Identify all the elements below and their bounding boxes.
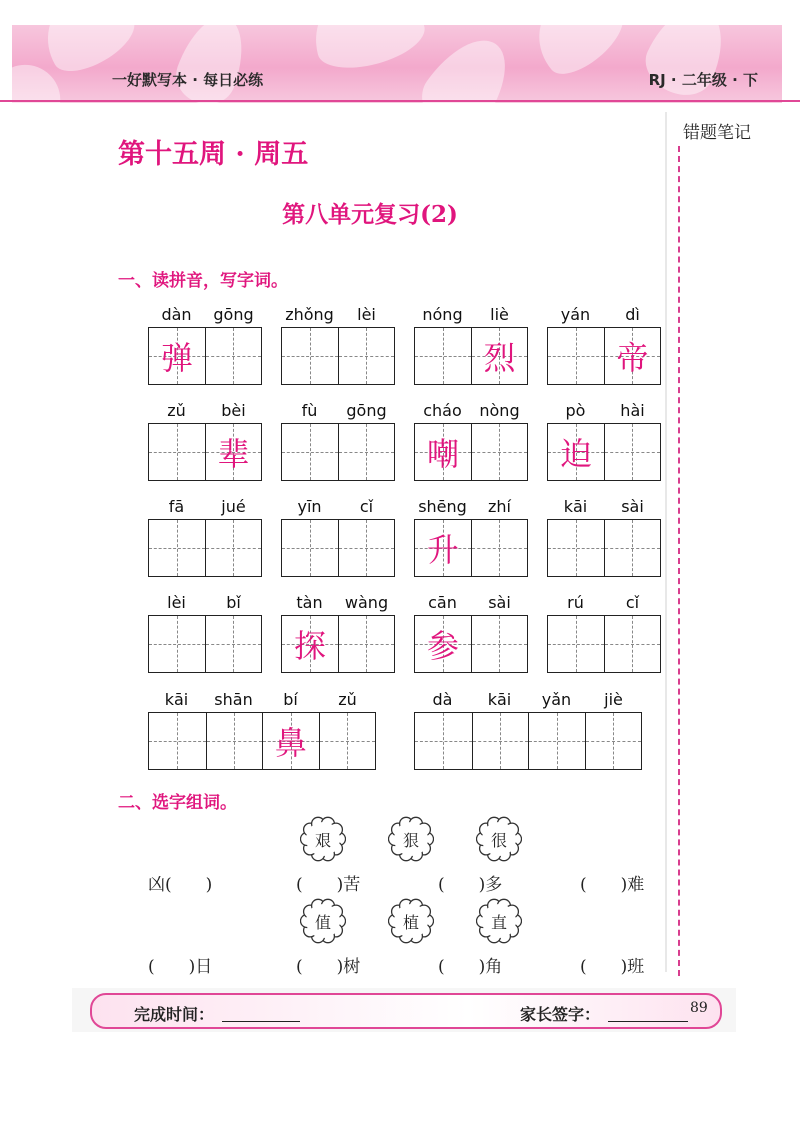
word-item bbox=[414, 495, 528, 577]
page-number: 89 bbox=[690, 1000, 708, 1016]
written-character: 帝 bbox=[616, 339, 649, 377]
pinyin-syllable: bǐ bbox=[226, 593, 241, 612]
written-character bbox=[339, 520, 394, 576]
fill-blank-item[interactable]: ( )苦 bbox=[296, 875, 361, 895]
writing-cell[interactable] bbox=[149, 328, 205, 384]
pinyin-row bbox=[148, 303, 262, 327]
pinyin-syllable: shān bbox=[214, 690, 253, 709]
pinyin-syllable: bí bbox=[283, 690, 298, 709]
tianzige-boxes bbox=[414, 519, 528, 577]
pinyin-syllable: yīn bbox=[297, 497, 322, 516]
edition-label: RJ · 二年级 · 下 bbox=[648, 71, 758, 89]
section-1-title: 一、读拼音，写字词。 bbox=[118, 271, 288, 291]
writing-cell[interactable] bbox=[585, 713, 642, 769]
written-character bbox=[207, 713, 263, 769]
written-character bbox=[149, 616, 205, 672]
idiom-item bbox=[414, 688, 642, 770]
pinyin-syllable: rú bbox=[567, 593, 584, 612]
completion-time-label: 完成时间： bbox=[134, 1005, 215, 1024]
fill-blank-item[interactable]: ( )难 bbox=[580, 875, 645, 895]
pinyin-syllable: cǐ bbox=[625, 593, 640, 612]
writing-cell[interactable] bbox=[415, 520, 471, 576]
tianzige-boxes bbox=[148, 615, 262, 673]
written-character bbox=[149, 520, 205, 576]
written-character bbox=[472, 616, 527, 672]
written-character bbox=[472, 424, 527, 480]
written-character bbox=[472, 520, 527, 576]
pinyin-row bbox=[281, 495, 395, 519]
word-item bbox=[414, 591, 528, 673]
pinyin-syllable: pò bbox=[565, 401, 586, 420]
pinyin-row bbox=[281, 591, 395, 615]
pinyin-syllable: sài bbox=[621, 497, 644, 516]
writing-cell[interactable] bbox=[205, 520, 261, 576]
tianzige-boxes bbox=[148, 423, 262, 481]
tianzige-boxes bbox=[547, 327, 661, 385]
writing-cell[interactable] bbox=[604, 520, 660, 576]
pinyin-syllable: lèi bbox=[357, 305, 376, 324]
writing-cell[interactable] bbox=[205, 616, 261, 672]
char-option-flower bbox=[300, 816, 346, 862]
written-character bbox=[548, 328, 604, 384]
pinyin-row bbox=[281, 303, 395, 327]
writing-cell[interactable] bbox=[282, 520, 338, 576]
pinyin-syllable: nòng bbox=[479, 401, 520, 420]
char-option: 直 bbox=[490, 912, 507, 932]
unit-title: 第八单元复习(2) bbox=[282, 201, 458, 228]
writing-cell[interactable] bbox=[149, 713, 206, 769]
writing-cell[interactable] bbox=[338, 616, 394, 672]
pinyin-syllable: cǐ bbox=[359, 497, 374, 516]
written-character bbox=[605, 616, 660, 672]
pinyin-syllable: gōng bbox=[213, 305, 254, 324]
tianzige-boxes bbox=[281, 519, 395, 577]
pinyin-syllable: yán bbox=[560, 305, 591, 324]
word-item bbox=[547, 303, 661, 385]
pinyin-row bbox=[547, 303, 661, 327]
writing-cell[interactable] bbox=[548, 328, 604, 384]
tianzige-boxes bbox=[148, 519, 262, 577]
pinyin-syllable: dà bbox=[432, 690, 453, 709]
tianzige-boxes bbox=[547, 615, 661, 673]
char-option-flower bbox=[388, 898, 434, 944]
pinyin-row bbox=[547, 591, 661, 615]
pinyin-syllable: jué bbox=[221, 497, 246, 516]
tianzige-boxes bbox=[547, 519, 661, 577]
pinyin-syllable: tàn bbox=[296, 593, 323, 612]
pinyin-syllable: dàn bbox=[161, 305, 192, 324]
written-character: 升 bbox=[426, 531, 459, 569]
writing-cell[interactable] bbox=[282, 424, 338, 480]
written-character bbox=[586, 713, 642, 769]
char-option: 狠 bbox=[402, 830, 419, 850]
writing-cell[interactable] bbox=[471, 328, 527, 384]
pinyin-syllable: lèi bbox=[167, 593, 186, 612]
word-item bbox=[281, 303, 395, 385]
written-character bbox=[282, 520, 338, 576]
footer-bar bbox=[90, 993, 722, 1029]
writing-cell[interactable] bbox=[262, 713, 319, 769]
written-character bbox=[529, 713, 585, 769]
writing-cell[interactable] bbox=[282, 328, 338, 384]
pinyin-syllable: shēng bbox=[418, 497, 467, 516]
written-character: 辈 bbox=[217, 435, 250, 473]
written-character bbox=[149, 424, 205, 480]
book-title: 一好默写本 · 每日必练 bbox=[112, 71, 264, 89]
written-character bbox=[339, 424, 394, 480]
pinyin-syllable: nóng bbox=[422, 305, 463, 324]
word-item bbox=[148, 399, 262, 481]
written-character bbox=[415, 713, 472, 769]
fill-blank-item[interactable]: ( )日 bbox=[148, 957, 213, 977]
writing-cell[interactable] bbox=[415, 424, 471, 480]
pinyin-row bbox=[547, 495, 661, 519]
writing-cell[interactable] bbox=[604, 424, 660, 480]
pinyin-syllable: gōng bbox=[346, 401, 387, 420]
word-item bbox=[414, 303, 528, 385]
word-item bbox=[148, 303, 262, 385]
word-item bbox=[281, 399, 395, 481]
written-character bbox=[282, 424, 338, 480]
pinyin-syllable: bèi bbox=[221, 401, 246, 420]
writing-cell[interactable] bbox=[415, 328, 471, 384]
writing-cell[interactable] bbox=[548, 616, 604, 672]
writing-cell[interactable] bbox=[338, 520, 394, 576]
pinyin-syllable: zǔ bbox=[167, 401, 186, 420]
char-option-flower bbox=[388, 816, 434, 862]
pinyin-syllable: zǔ bbox=[338, 690, 357, 709]
sidebar-dashed-line bbox=[678, 146, 680, 976]
tianzige-boxes bbox=[414, 327, 528, 385]
pinyin-syllable: fā bbox=[168, 497, 185, 516]
written-character bbox=[282, 328, 338, 384]
written-character bbox=[473, 713, 529, 769]
written-character bbox=[415, 328, 471, 384]
writing-cell[interactable] bbox=[604, 616, 660, 672]
header-banner bbox=[12, 25, 782, 103]
written-character bbox=[149, 713, 206, 769]
fill-blank-item[interactable]: ( )树 bbox=[296, 957, 361, 977]
tianzige-boxes bbox=[148, 327, 262, 385]
writing-cell[interactable] bbox=[206, 713, 263, 769]
written-character bbox=[605, 424, 660, 480]
pinyin-syllable: cháo bbox=[423, 401, 462, 420]
writing-cell[interactable] bbox=[205, 424, 261, 480]
header-divider bbox=[0, 100, 800, 102]
written-character: 参 bbox=[426, 627, 459, 665]
notes-label: 错题笔记 bbox=[683, 123, 751, 143]
pinyin-row bbox=[148, 399, 262, 423]
pinyin-syllable: kāi bbox=[563, 497, 588, 516]
char-option: 植 bbox=[402, 912, 419, 932]
written-character bbox=[548, 616, 604, 672]
written-character bbox=[206, 520, 261, 576]
completion-time-blank[interactable] bbox=[222, 1021, 300, 1022]
pinyin-row bbox=[414, 303, 528, 327]
written-character: 烈 bbox=[483, 339, 516, 377]
writing-cell[interactable] bbox=[319, 713, 376, 769]
written-character: 嘲 bbox=[426, 435, 459, 473]
writing-cell[interactable] bbox=[149, 424, 205, 480]
word-item bbox=[148, 495, 262, 577]
tianzige-boxes bbox=[281, 423, 395, 481]
written-character: 探 bbox=[293, 627, 326, 665]
written-character: 弹 bbox=[160, 339, 193, 377]
writing-cell[interactable] bbox=[338, 424, 394, 480]
writing-cell[interactable] bbox=[415, 713, 472, 769]
writing-cell[interactable] bbox=[149, 616, 205, 672]
parent-signature-blank[interactable] bbox=[608, 1021, 688, 1022]
writing-cell[interactable] bbox=[338, 328, 394, 384]
written-character bbox=[605, 520, 660, 576]
pinyin-row bbox=[414, 399, 528, 423]
char-option-flower bbox=[476, 898, 522, 944]
writing-cell[interactable] bbox=[471, 424, 527, 480]
pinyin-row bbox=[148, 591, 262, 615]
tianzige-boxes bbox=[414, 423, 528, 481]
word-item bbox=[281, 591, 395, 673]
pinyin-syllable: dì bbox=[625, 305, 640, 324]
written-character bbox=[339, 616, 394, 672]
pinyin-row bbox=[414, 591, 528, 615]
written-character: 迫 bbox=[559, 435, 592, 473]
written-character bbox=[339, 328, 394, 384]
pinyin-row bbox=[547, 399, 661, 423]
parent-signature-label: 家长签字： bbox=[520, 1005, 601, 1024]
pinyin-row bbox=[414, 688, 642, 712]
pinyin-row bbox=[148, 688, 376, 712]
pinyin-syllable: kāi bbox=[164, 690, 189, 709]
fill-blank-item[interactable]: ( )多 bbox=[438, 875, 503, 895]
pinyin-syllable: sài bbox=[488, 593, 511, 612]
writing-cell[interactable] bbox=[282, 616, 338, 672]
tianzige-boxes bbox=[148, 712, 376, 770]
tianzige-boxes bbox=[281, 615, 395, 673]
pinyin-row bbox=[281, 399, 395, 423]
pinyin-syllable: kāi bbox=[487, 690, 512, 709]
char-option-flower bbox=[476, 816, 522, 862]
writing-cell[interactable] bbox=[471, 616, 527, 672]
pinyin-syllable: jiè bbox=[604, 690, 623, 709]
word-item bbox=[547, 591, 661, 673]
word-item bbox=[414, 399, 528, 481]
writing-cell[interactable] bbox=[149, 520, 205, 576]
section-2-title: 二、选字组词。 bbox=[118, 793, 237, 813]
word-item bbox=[547, 399, 661, 481]
tianzige-boxes bbox=[414, 615, 528, 673]
pinyin-syllable: yǎn bbox=[541, 690, 572, 709]
written-character: 鼻 bbox=[274, 724, 307, 762]
writing-cell[interactable] bbox=[205, 328, 261, 384]
idiom-item bbox=[148, 688, 376, 770]
tianzige-boxes bbox=[414, 712, 642, 770]
char-option: 艰 bbox=[314, 830, 331, 850]
tianzige-boxes bbox=[547, 423, 661, 481]
writing-cell[interactable] bbox=[528, 713, 585, 769]
writing-cell[interactable] bbox=[472, 713, 529, 769]
pinyin-syllable: zhí bbox=[488, 497, 511, 516]
writing-cell[interactable] bbox=[604, 328, 660, 384]
pinyin-syllable: hài bbox=[620, 401, 645, 420]
writing-cell[interactable] bbox=[548, 424, 604, 480]
pinyin-syllable: fù bbox=[301, 401, 318, 420]
word-item bbox=[281, 495, 395, 577]
written-character bbox=[206, 616, 261, 672]
week-title: 第十五周 · 周五 bbox=[118, 139, 309, 170]
pinyin-syllable: liè bbox=[490, 305, 509, 324]
written-character bbox=[320, 713, 376, 769]
written-character bbox=[548, 520, 604, 576]
word-item bbox=[547, 495, 661, 577]
tianzige-boxes bbox=[281, 327, 395, 385]
pinyin-syllable: zhǒng bbox=[285, 305, 334, 324]
fill-blank-item[interactable]: ( )班 bbox=[580, 957, 645, 977]
char-option-flower bbox=[300, 898, 346, 944]
sidebar-border bbox=[665, 112, 667, 972]
writing-cell[interactable] bbox=[471, 520, 527, 576]
fill-blank-item[interactable]: 凶( ) bbox=[148, 875, 213, 895]
pinyin-row bbox=[148, 495, 262, 519]
pinyin-syllable: wàng bbox=[344, 593, 389, 612]
written-character bbox=[206, 328, 261, 384]
pinyin-syllable: cān bbox=[428, 593, 457, 612]
pinyin-row bbox=[414, 495, 528, 519]
fill-blank-item[interactable]: ( )角 bbox=[438, 957, 503, 977]
writing-cell[interactable] bbox=[548, 520, 604, 576]
char-option: 值 bbox=[314, 912, 331, 932]
writing-cell[interactable] bbox=[415, 616, 471, 672]
word-item bbox=[148, 591, 262, 673]
char-option: 很 bbox=[490, 830, 507, 850]
